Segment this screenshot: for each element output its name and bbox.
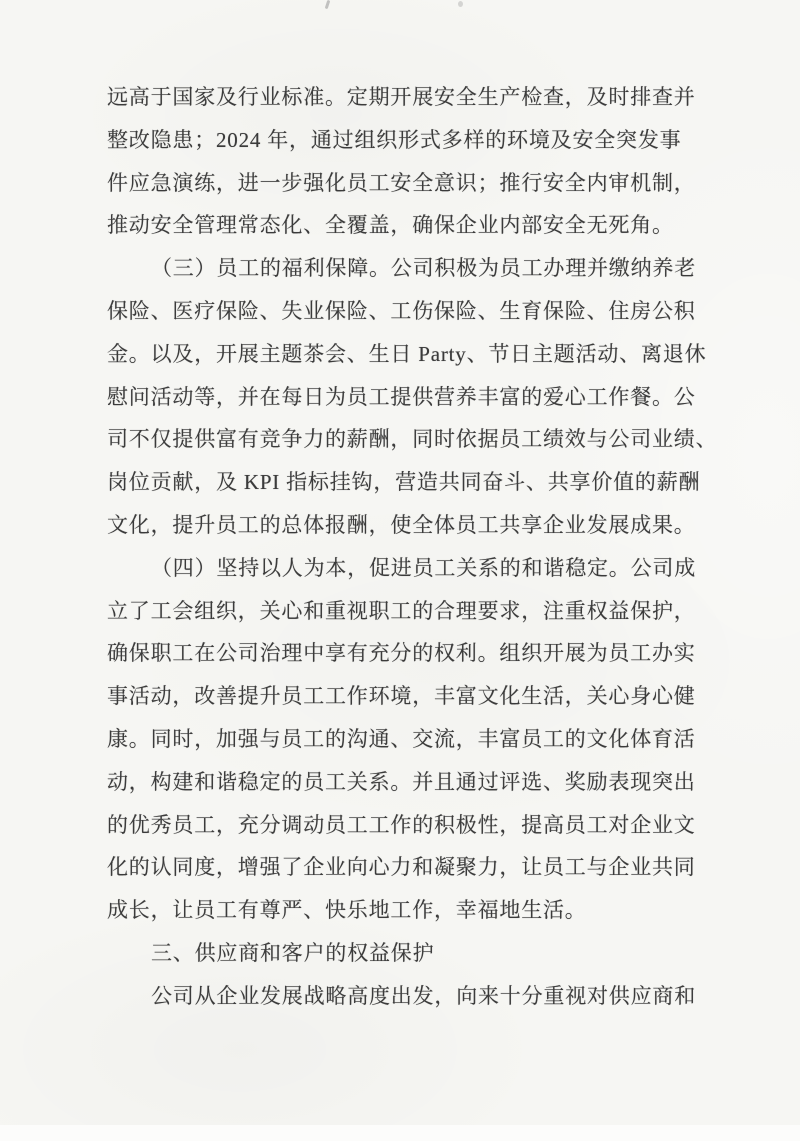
text-line: 件应急演练，进一步强化员工安全意识；推行安全内审机制， bbox=[107, 170, 696, 195]
text-line: 确保职工在公司治理中享有充分的权利。组织开展为员工办实 bbox=[107, 641, 696, 666]
text-line: 远高于国家及行业标准。定期开展安全生产检查，及时排查并 bbox=[107, 85, 696, 109]
text-line: 保险、医疗保险、失业保险、工伤保险、生育保险、住房公积 bbox=[107, 298, 696, 323]
document-page bbox=[107, 76, 718, 1018]
text-line: 推动安全管理常态化、全覆盖，确保企业内部安全无死角。 bbox=[107, 213, 674, 238]
text-line: 文化，提升员工的总体报酬，使全体员工共享企业发展成果。 bbox=[107, 512, 696, 537]
text-line: 慰问活动等，并在每日为员工提供营养丰富的爱心工作餐。公 bbox=[107, 384, 696, 409]
text-line: 事活动，改善提升员工工作环境，丰富文化生活，关心身心健 bbox=[107, 684, 696, 709]
text-line: 成长，让员工有尊严、快乐地工作，幸福地生活。 bbox=[107, 898, 587, 923]
text-line: 的优秀员工，充分调动员工工作的积极性，提高员工对企业文 bbox=[107, 812, 696, 837]
text-line: 岗位贡献，及 KPI 指标挂钩，营造共同奋斗、共享价值的薪酬 bbox=[107, 470, 701, 495]
text-line: 整改隐患；2024 年，通过组织形式多样的环境及安全突发事 bbox=[107, 127, 682, 152]
text-line: 化的认同度，增强了企业向心力和凝聚力，让员工与企业共同 bbox=[107, 855, 696, 880]
text-line: 康。同时，加强与员工的沟通、交流，丰富员工的文化体育活 bbox=[107, 726, 696, 751]
text-line: 立了工会组织，关心和重视职工的合理要求，注重权益保护， bbox=[107, 598, 696, 623]
paragraph-start-line: （三）员工的福利保障。公司积极为员工办理并缴纳养老 bbox=[151, 256, 696, 281]
section-heading-line: 三、供应商和客户的权益保护 bbox=[151, 940, 435, 965]
text-line: 动，构建和谐稳定的员工关系。并且通过评选、奖励表现突出 bbox=[107, 769, 696, 794]
text-line: 司不仅提供富有竞争力的薪酬，同时依据员工绩效与公司业绩、 bbox=[107, 427, 718, 452]
paragraph-start-line: 公司从企业发展战略高度出发，向来十分重视对供应商和 bbox=[151, 983, 696, 1008]
scan-speck bbox=[325, 0, 331, 9]
scan-edge-strip bbox=[0, 1125, 800, 1141]
paragraph-start-line: （四）坚持以人为本，促进员工关系的和谐稳定。公司成 bbox=[151, 555, 696, 580]
text-line: 金。以及，开展主题茶会、生日 Party、节日主题活动、离退休 bbox=[107, 341, 707, 366]
scan-speck bbox=[458, 1, 463, 7]
